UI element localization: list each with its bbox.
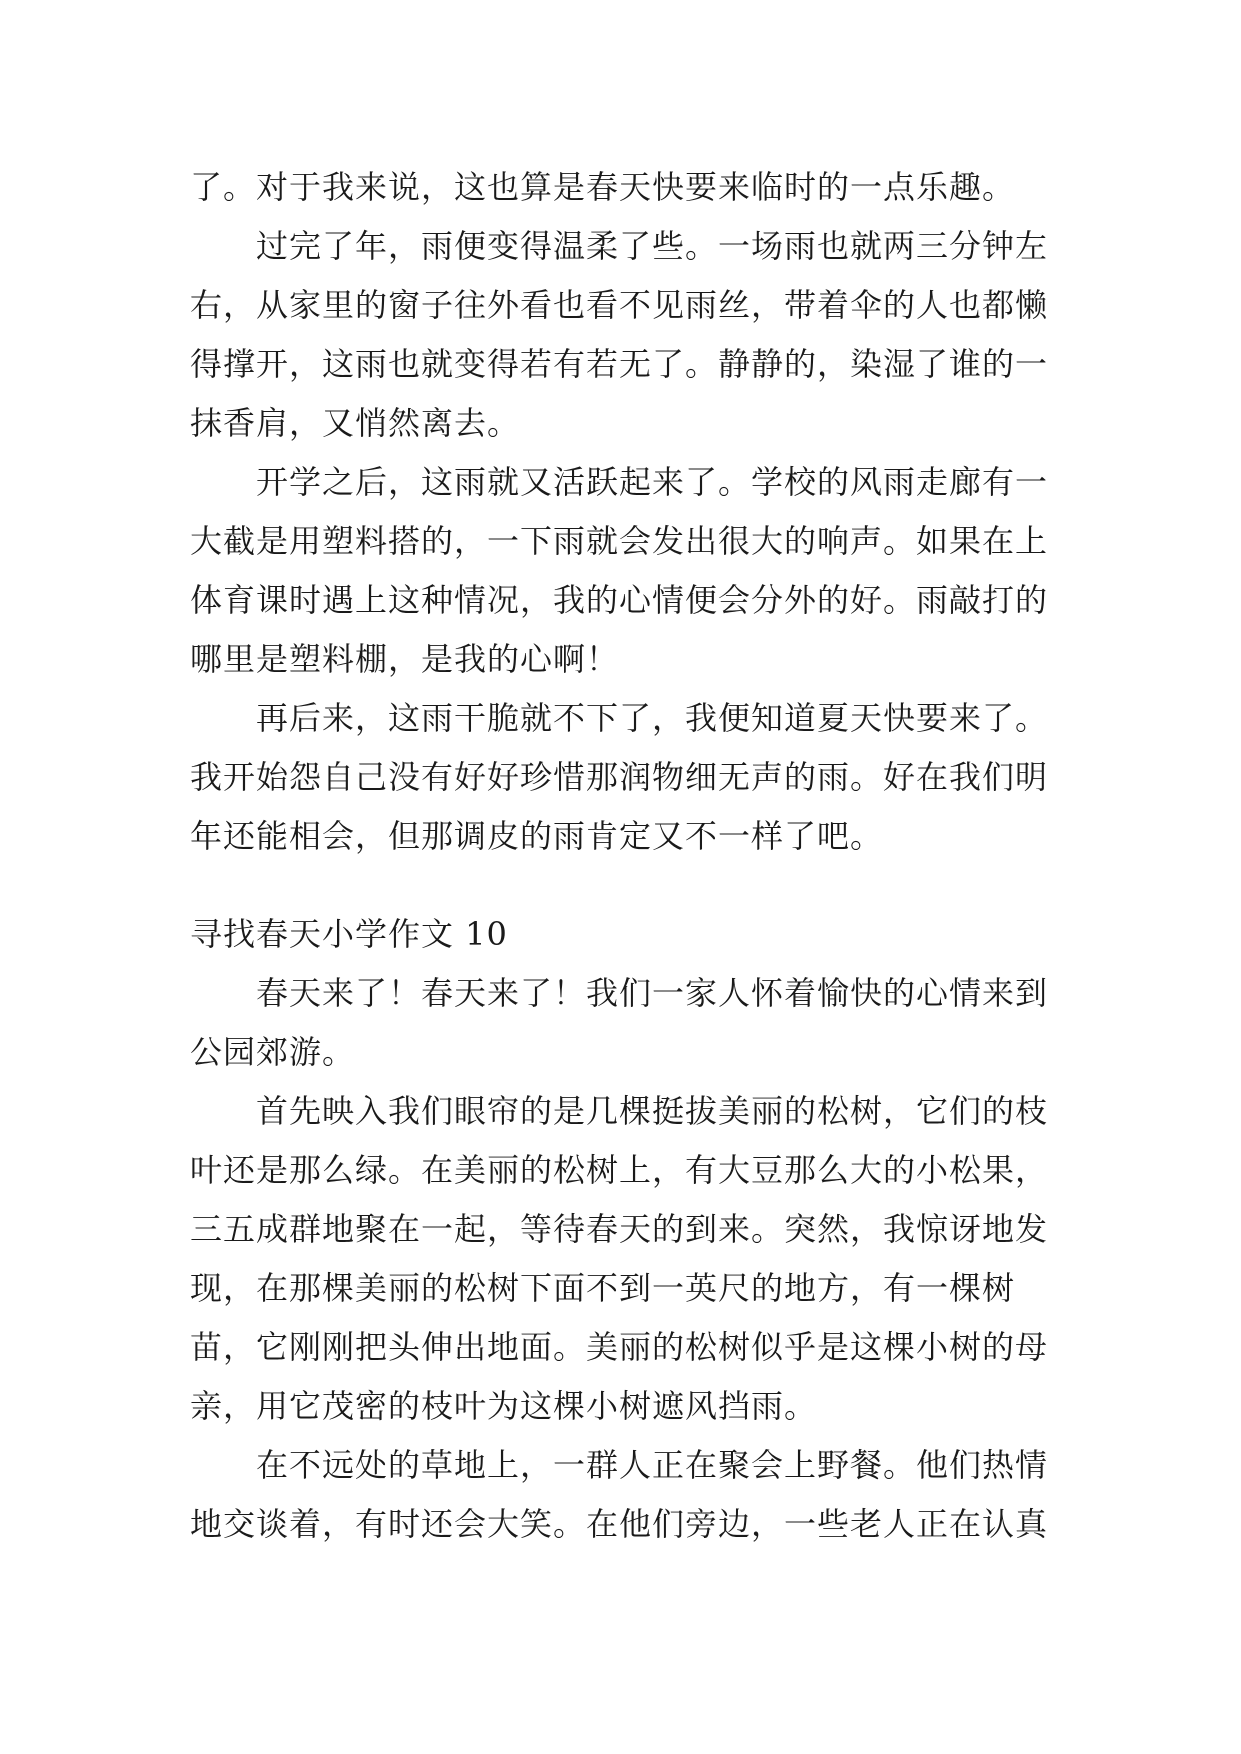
paragraph: 首先映入我们眼帘的是几棵挺拔美丽的松树，它们的枝叶还是那么绿。在美丽的松树上，有大豆那么大的小松果，三五成群地聚在一起，等待春天的到来。突然，我惊讶地发现，在那棵美丽的松树下面不到一英尺的地方，有一棵树苗，它刚刚把头伸出地面。美丽的松树似乎是这棵小树的母亲，用它茂密的枝叶为这棵小树遮风挡雨。 <box>190 1092 1049 1425</box>
essay-section-continued <box>190 158 1080 866</box>
paragraph: 再后来，这雨干脆就不下了，我便知道夏天快要来了。我开始怨自己没有好好珍惜那润物细无声的雨。好在我们明年还能相会，但那调皮的雨肯定又不一样了吧。 <box>190 699 1049 855</box>
paragraph: 在不远处的草地上，一群人正在聚会上野餐。他们热情地交谈着，有时还会大笑。在他们旁边，一些老人正在认真 <box>190 1446 1049 1543</box>
essay-title: 寻找春天小学作文 10 <box>190 915 508 953</box>
essay-section-10 <box>190 905 1080 1554</box>
paragraph: 过完了年，雨便变得温柔了些。一场雨也就两三分钟左右，从家里的窗子往外看也看不见雨丝，带着伞的人也都懒得撑开，这雨也就变得若有若无了。静静的，染湿了谁的一抹香肩，又悄然离去。 <box>190 227 1049 442</box>
paragraph-continuation: 了。对于我来说，这也算是春天快要来临时的一点乐趣。 <box>190 168 1016 206</box>
paragraph: 春天来了！春天来了！我们一家人怀着愉快的心情来到公园郊游。 <box>190 974 1049 1071</box>
paragraph: 开学之后，这雨就又活跃起来了。学校的风雨走廊有一大截是用塑料搭的，一下雨就会发出很大的响声。如果在上体育课时遇上这种情况，我的心情便会分外的好。雨敲打的哪里是塑料棚，是我的心啊！ <box>190 463 1049 678</box>
